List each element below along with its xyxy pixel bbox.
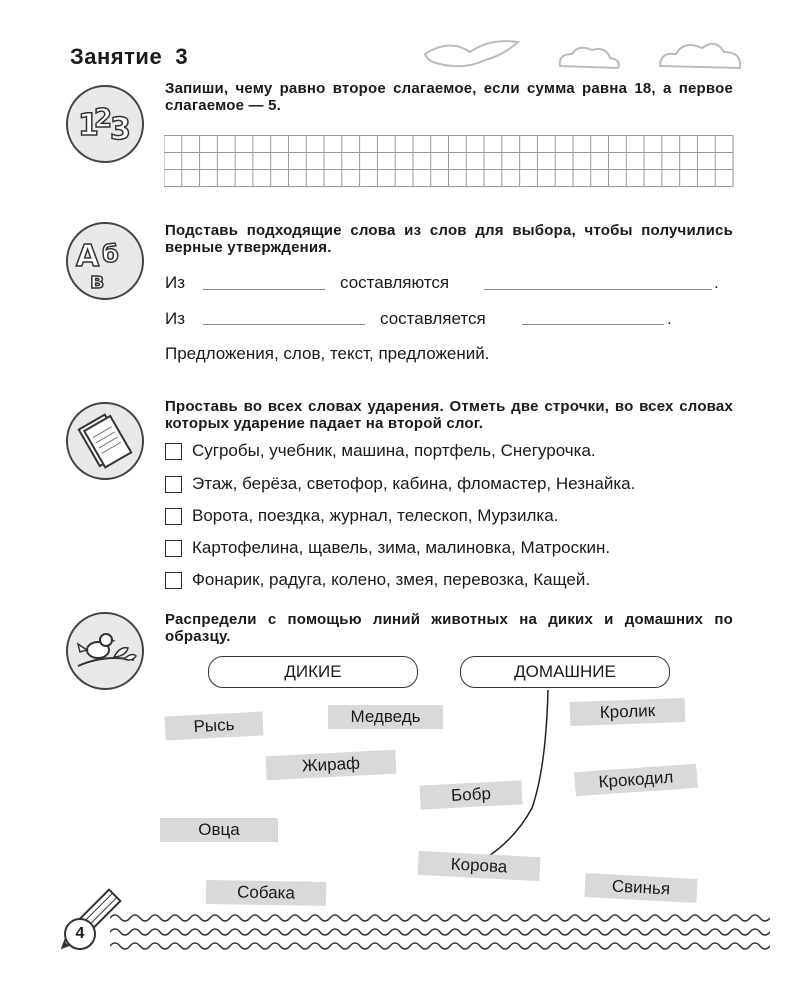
row4-words: Картофелина, щавель, зима, малиновка, Матроскин.: [192, 538, 611, 557]
line1-blank2[interactable]: [484, 289, 712, 290]
letters-abv-icon: [66, 222, 144, 300]
animal-chip[interactable]: Свинья: [584, 873, 697, 903]
page-number: 4: [64, 918, 96, 950]
numbers-123-icon: [66, 85, 144, 163]
line2-blank1[interactable]: [203, 324, 365, 325]
line1-word2: составляются: [340, 273, 450, 292]
cloud-icon: [660, 44, 740, 68]
animal-chip[interactable]: Бобр: [419, 780, 522, 809]
task2-text: Подставь подходящие слова из слов для выбора, чтобы получились верные утверждения.: [165, 222, 733, 256]
row2-checkbox[interactable]: [165, 476, 182, 493]
animal-chip[interactable]: Медведь: [328, 705, 443, 729]
svg-text:1: 1: [78, 108, 99, 143]
row3-checkbox[interactable]: [165, 508, 182, 525]
answer-grid[interactable]: [164, 135, 734, 187]
line1-word1: Из: [165, 273, 186, 292]
row5-checkbox[interactable]: [165, 572, 182, 589]
bird-on-branch-icon: [66, 612, 144, 690]
book-icon: [66, 402, 144, 480]
domestic-box[interactable]: ДОМАШНИЕ: [460, 656, 670, 688]
row3-words: Ворота, поездка, журнал, телескоп, Мурзилка.: [192, 506, 559, 525]
line2-end: .: [667, 309, 672, 328]
row1-checkbox[interactable]: [165, 443, 182, 460]
animal-chip[interactable]: Овца: [160, 818, 278, 842]
wild-box[interactable]: ДИКИЕ: [208, 656, 418, 688]
svg-text:б: б: [102, 240, 119, 268]
task3-text: Проставь во всех словах ударения. Отметь две строчки, во всех словах которых ударение падает на второй слог.: [165, 398, 733, 432]
row4-checkbox[interactable]: [165, 540, 182, 557]
clouds-decoration: [410, 34, 760, 79]
wave-decoration: [110, 910, 770, 960]
svg-text:в: в: [90, 269, 104, 294]
animal-chip[interactable]: Крокодил: [574, 764, 697, 796]
line2-blank2[interactable]: [522, 324, 664, 325]
row1-words: Сугробы, учебник, машина, портфель, Снегурочка.: [192, 441, 596, 460]
animal-chip[interactable]: Корова: [417, 851, 540, 881]
line1-end: .: [714, 273, 719, 292]
bird-icon: [425, 41, 518, 66]
cloud-icon: [560, 48, 619, 68]
line1-blank1[interactable]: [203, 289, 325, 290]
animal-chip[interactable]: Рысь: [164, 711, 263, 740]
animal-chip[interactable]: Собака: [206, 880, 326, 906]
animal-chip[interactable]: Кролик: [570, 698, 686, 726]
svg-text:2: 2: [94, 104, 113, 134]
example-line: [480, 688, 580, 868]
line2-word2: составляется: [380, 309, 486, 328]
svg-text:А: А: [76, 239, 100, 274]
row2-words: Этаж, берёза, светофор, кабина, фломастер, Незнайка.: [192, 474, 636, 493]
page-title: Занятие 3: [70, 44, 189, 69]
word-choices: Предложения, слов, текст, предложений.: [165, 344, 490, 363]
task1-text: Запиши, чему равно второе слагаемое, если сумма равна 18, а первое слагаемое — 5.: [165, 80, 733, 114]
row5-words: Фонарик, радуга, колено, змея, перевозка, Кащей.: [192, 570, 591, 589]
task4-text: Распредели с помощью линий животных на диких и домашних по образцу.: [165, 611, 733, 645]
animal-chip[interactable]: Жираф: [265, 750, 396, 781]
svg-text:3: 3: [110, 112, 131, 147]
line2-word1: Из: [165, 309, 186, 328]
